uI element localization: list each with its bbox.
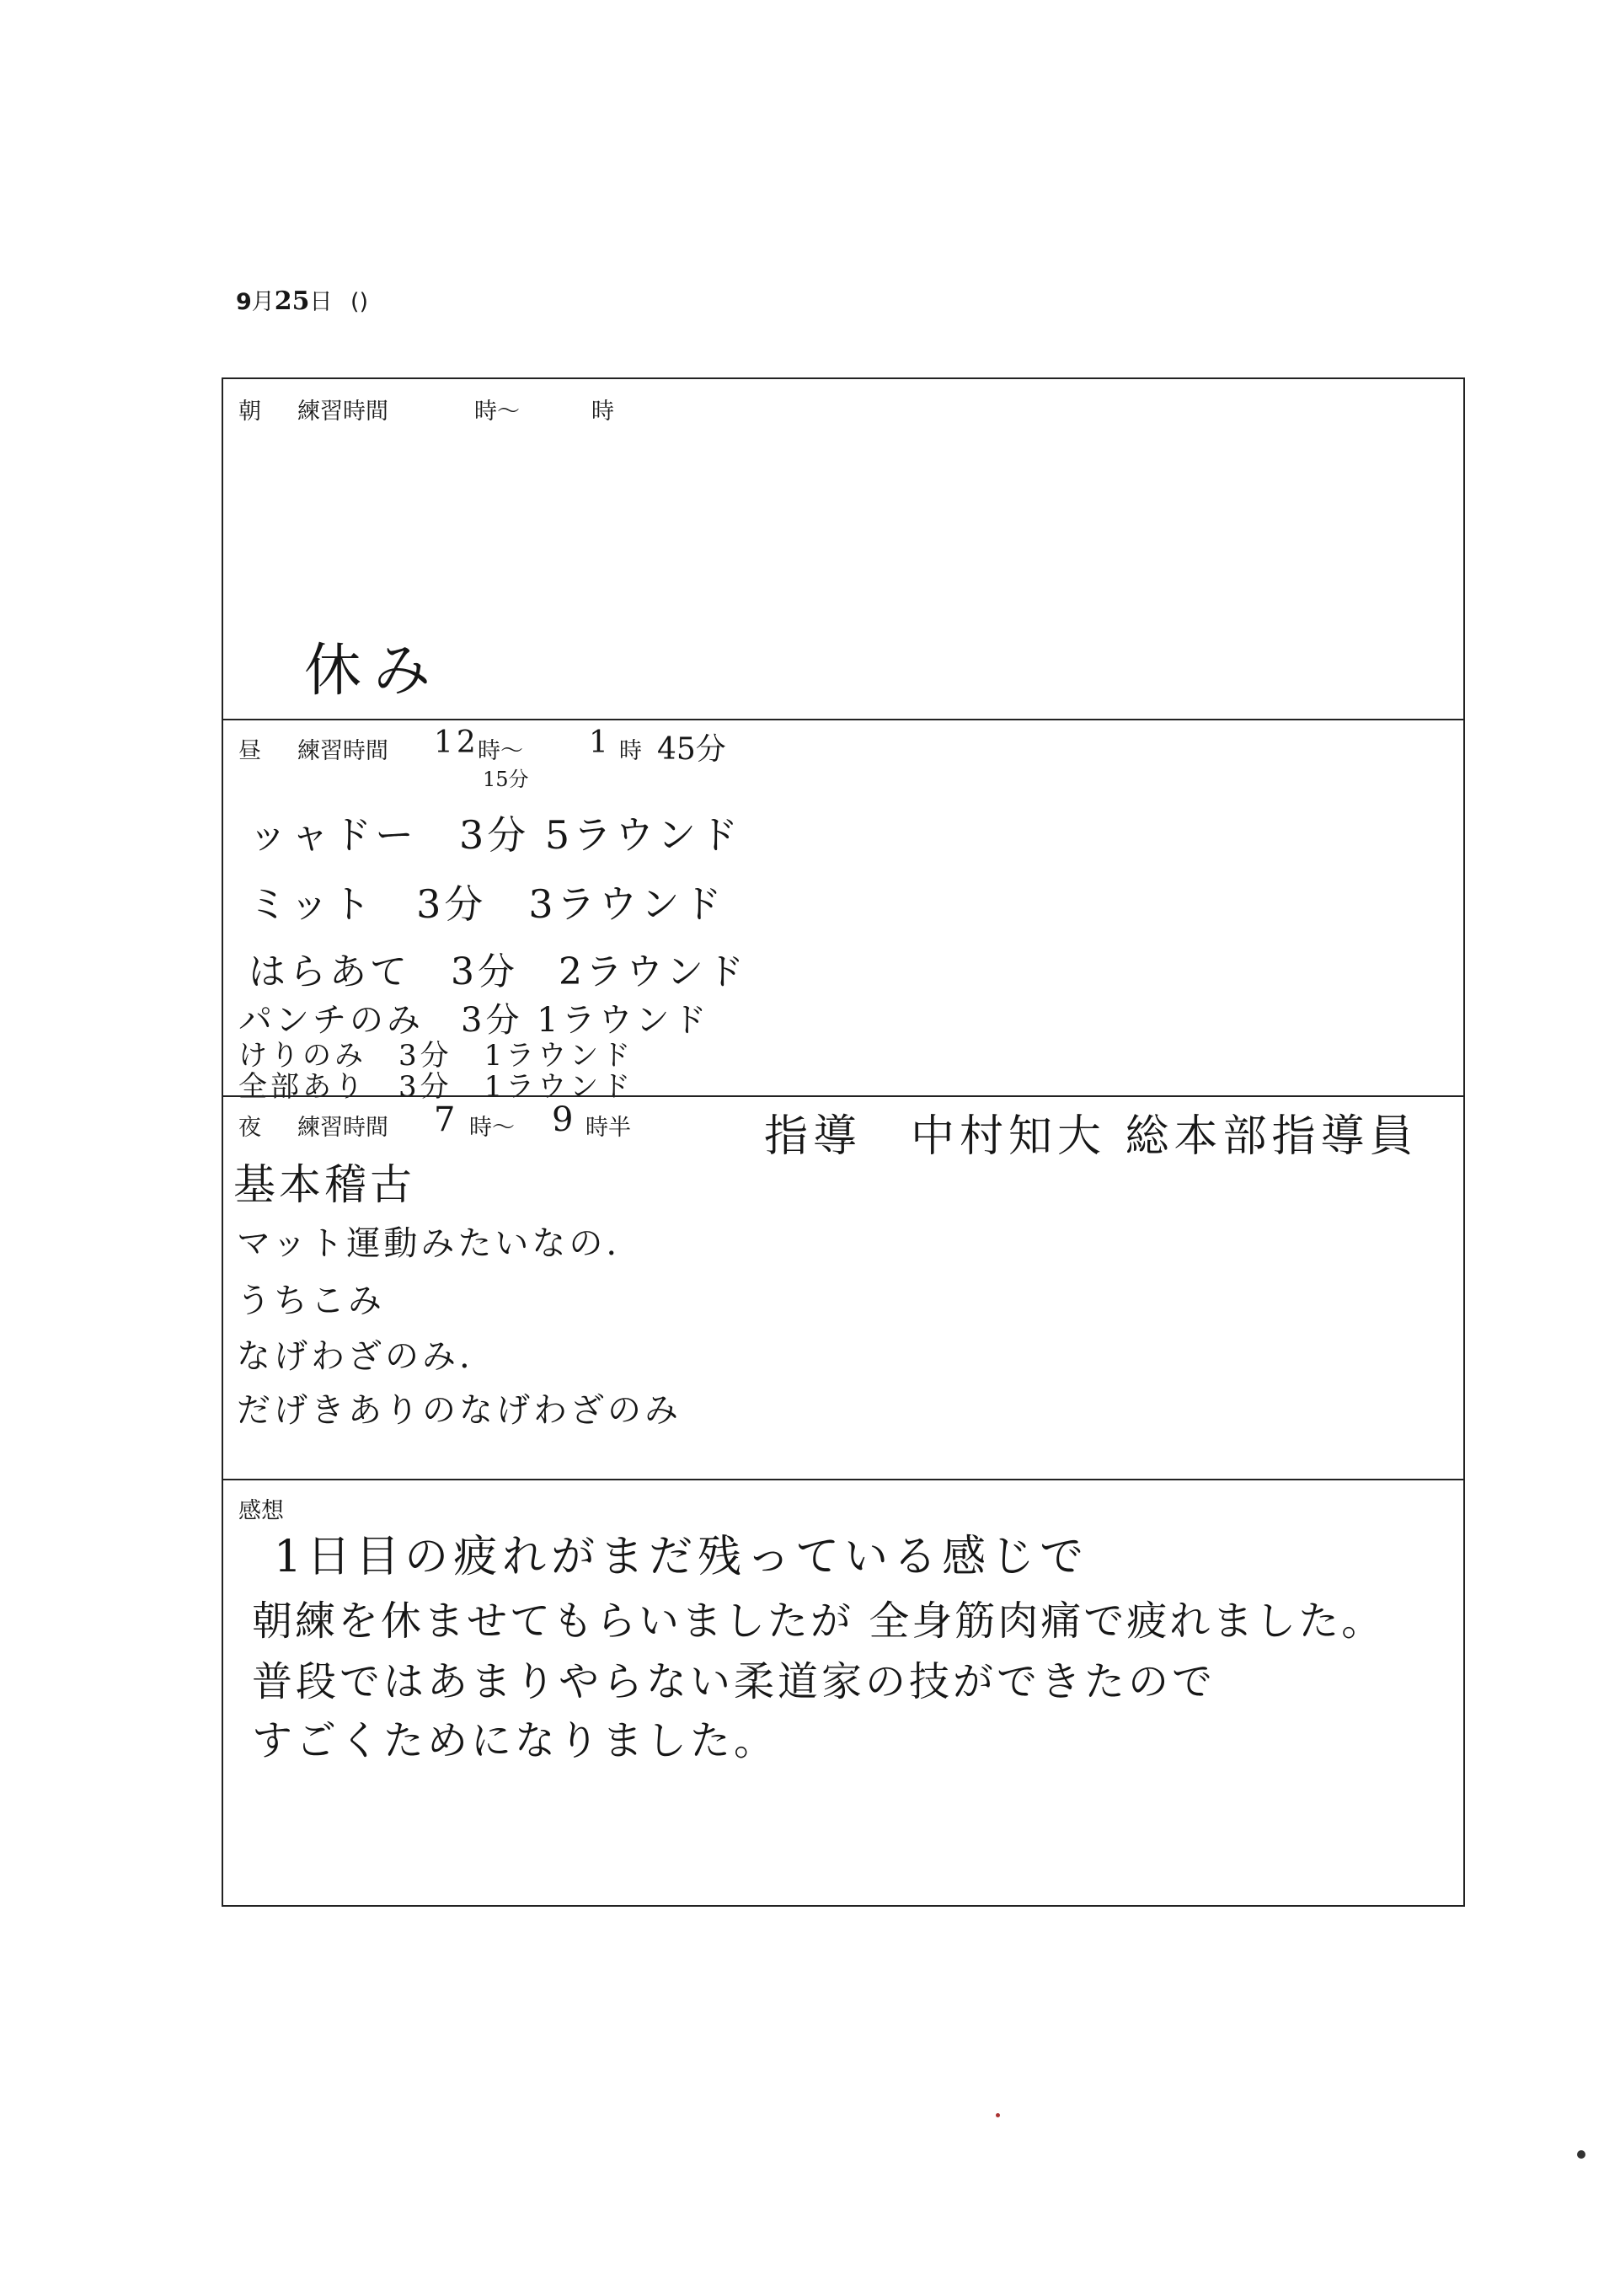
morning-from-label: 時～	[474, 399, 520, 425]
evening-end-label: 時半	[585, 1115, 631, 1141]
noon-item: 全部あり 3分 1ラウンド	[238, 1070, 634, 1104]
practice-log-form	[222, 377, 1465, 1907]
scan-speck	[1577, 2150, 1585, 2159]
evening-label: 夜	[238, 1115, 261, 1141]
morning-to-label: 時	[591, 399, 614, 425]
noon-item: ミット 3分 3ラウンド	[249, 881, 725, 927]
evening-item: だげきありのなげわざのみ	[237, 1391, 682, 1430]
date-month-label: 月	[251, 289, 275, 315]
noon-practice-time-label: 練習時間	[297, 738, 388, 764]
noon-item: パンチのみ 3分 1ラウンド	[238, 1001, 710, 1040]
date-weekday: ()	[350, 289, 369, 315]
evening-item: なげわざのみ.	[237, 1337, 473, 1376]
impressions-line: 朝練を休ませてもらいましたが 全身筋肉痛で疲れました。	[252, 1598, 1385, 1645]
morning-note: 休み	[304, 638, 443, 704]
date-month: 9	[236, 289, 252, 315]
evening-item: マット運動みたいなの.	[237, 1224, 621, 1263]
evening-from-label: 時～	[469, 1115, 515, 1141]
impressions-line: 普段ではあまりやらない柔道家の技ができたので	[252, 1658, 1216, 1705]
impressions-section	[223, 1479, 1463, 1908]
impressions-line: 1日目の疲れがまだ残っている感じで	[274, 1532, 1089, 1582]
noon-item: ッャドー 3分 5ラウンド	[249, 812, 742, 858]
evening-item: 基本稽古	[233, 1160, 415, 1209]
noon-start-hour: 12	[434, 725, 479, 760]
impressions-line: すごくためになりました。	[252, 1717, 778, 1764]
noon-end-label: 時	[619, 738, 642, 764]
impressions-label: 感想	[238, 1498, 284, 1524]
morning-label: 朝	[238, 399, 261, 425]
noon-start-min: 15分	[483, 768, 529, 791]
noon-label: 昼	[238, 738, 261, 764]
evening-item: うちこみ	[237, 1282, 385, 1320]
date-day: 25	[274, 286, 310, 316]
noon-end-min: 45分	[657, 732, 726, 767]
evening-start-hour: 7	[434, 1100, 459, 1139]
date-header	[236, 283, 368, 316]
evening-section	[223, 1095, 1463, 1479]
noon-end-hour: 1	[589, 725, 612, 760]
evening-practice-time-label: 練習時間	[297, 1115, 388, 1141]
noon-section	[223, 719, 1463, 1104]
morning-practice-time-label: 練習時間	[297, 399, 388, 425]
date-day-label: 日	[309, 289, 333, 315]
morning-section	[223, 379, 1463, 719]
scan-speck	[996, 2113, 1000, 2117]
noon-item: はらあて 3分 2ラウンド	[249, 950, 747, 993]
noon-item: けりのみ 3分 1ラウンド	[238, 1039, 634, 1073]
evening-end-hour: 9	[552, 1100, 577, 1139]
noon-from-label: 時～	[478, 738, 523, 764]
evening-instructor: 指導 中村知大 総本部指導員	[764, 1111, 1419, 1162]
